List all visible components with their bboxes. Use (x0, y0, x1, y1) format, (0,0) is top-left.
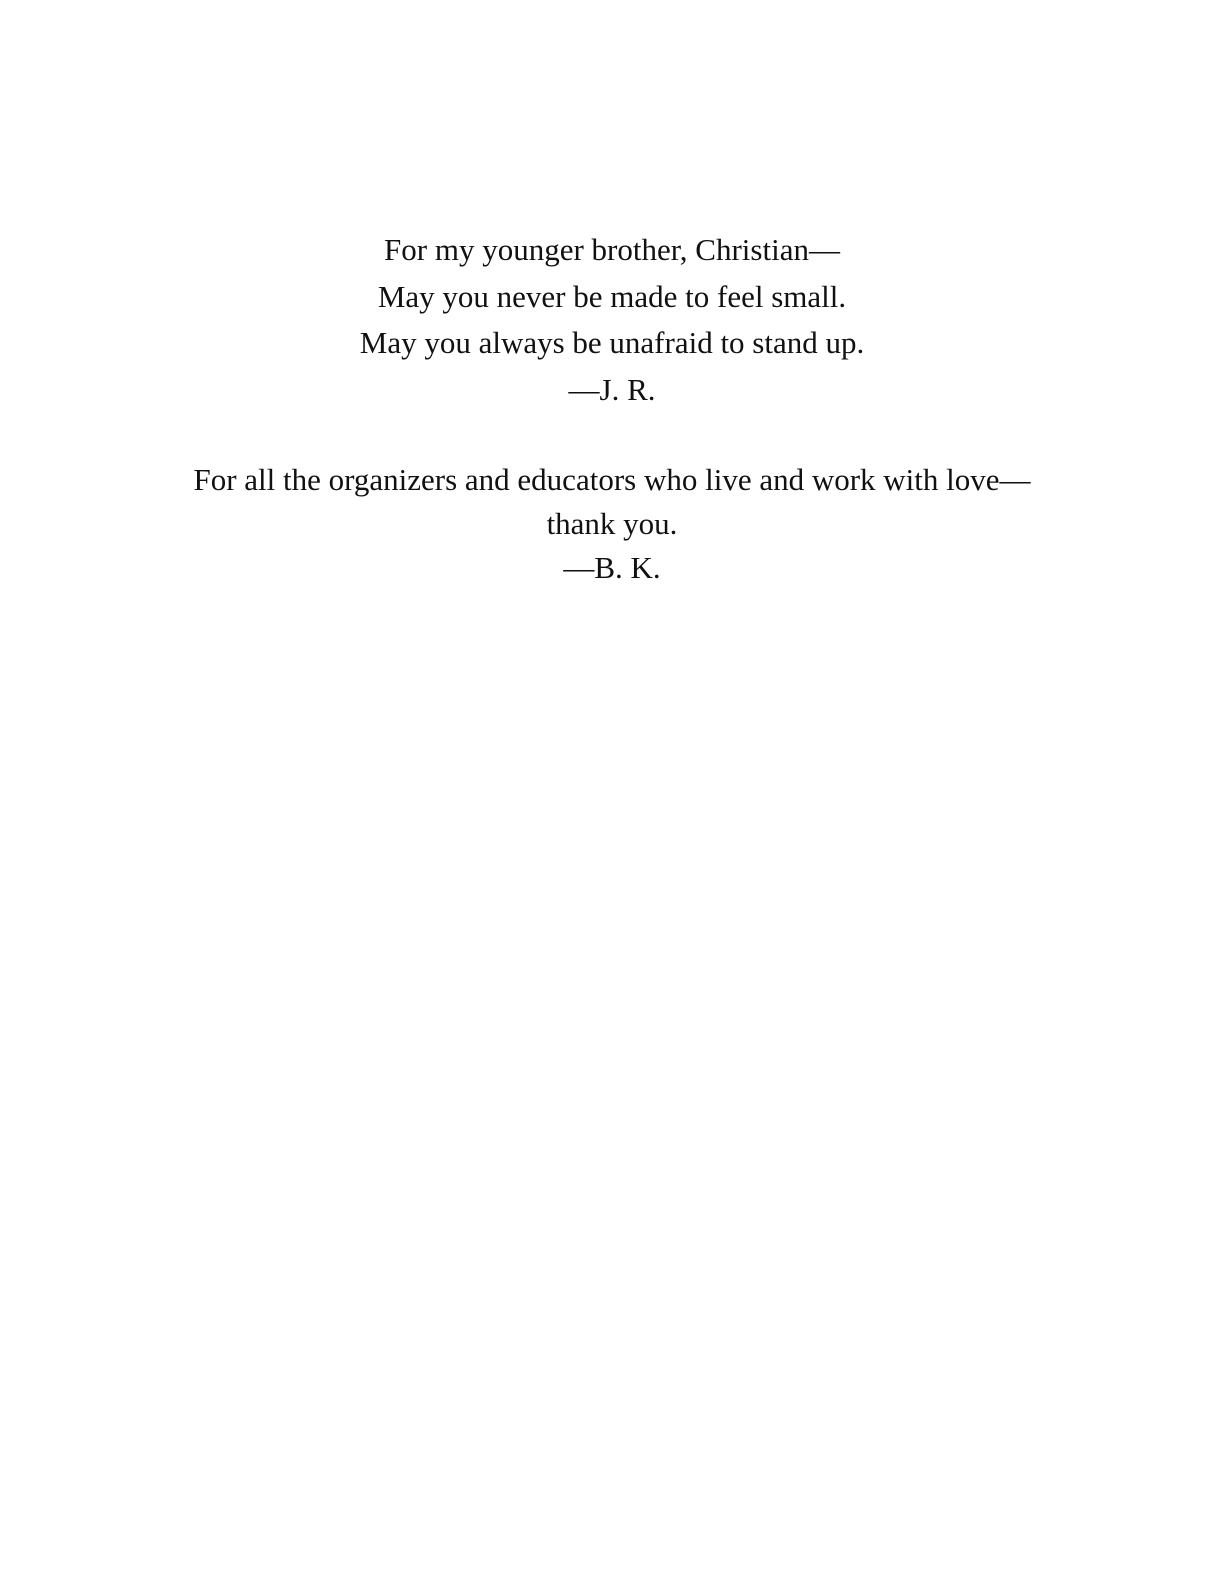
dedication-line: For my younger brother, Christian— (384, 232, 840, 267)
dedication-bk (0, 464, 1224, 596)
dedication-signature: —B. K. (563, 550, 661, 585)
dedication-line: May you always be unafraid to stand up. (359, 325, 865, 360)
dedication-signature: —J. R. (568, 371, 656, 407)
dedication-line: For all the organizers and educators who live and work with love— (193, 462, 1031, 497)
dedication-line: thank you. (546, 506, 678, 541)
dedication-line: May you never be made to feel small. (377, 278, 847, 314)
dedication-jr (0, 234, 1224, 420)
